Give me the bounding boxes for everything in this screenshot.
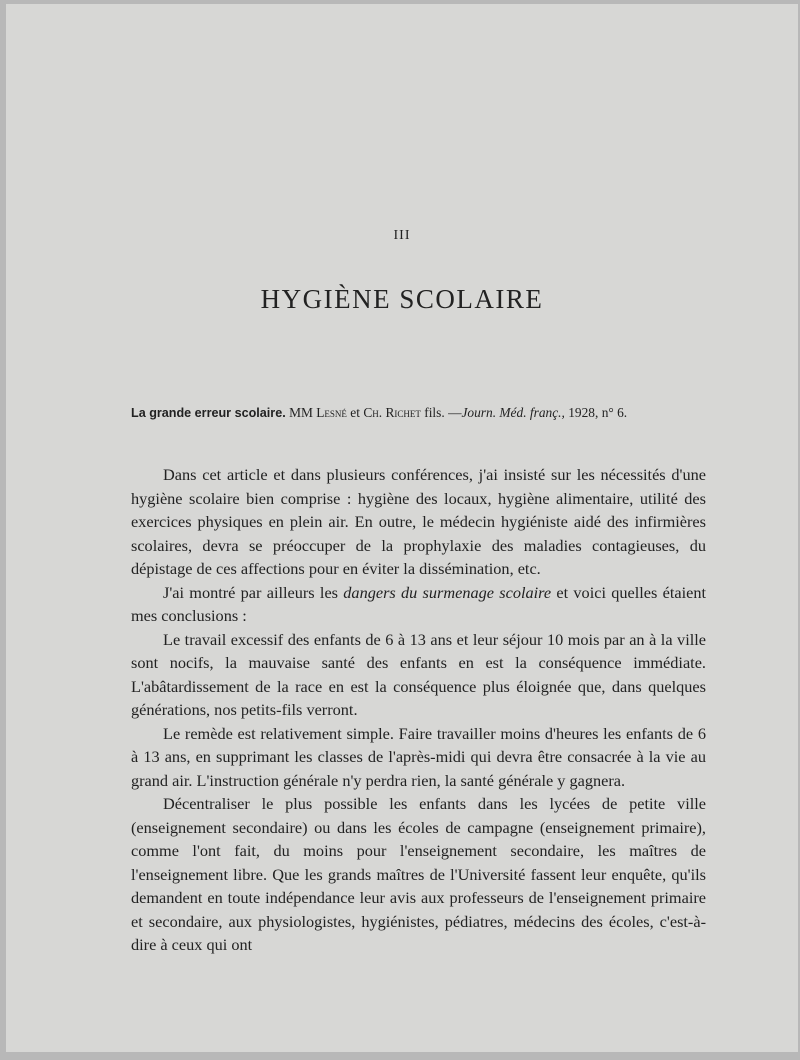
bibliographic-reference: [131, 405, 711, 421]
paragraph-3: Le travail excessif des enfants de 6 à 13 ans et leur séjour 10 mois par an à la ville sont nocifs, la mauvaise santé des enfants en est la conséquence immédiate. L'abâtardissement de la race en est la conséquence plus éloignée que, dans quelques générations, nos petits-fils verront.: [131, 629, 706, 719]
reference-year-issue: 1928, n° 6.: [568, 405, 628, 420]
book-page: [6, 4, 798, 1052]
reference-and: et: [350, 405, 360, 420]
reference-author-1: Lesné: [316, 405, 347, 420]
chapter-title: HYGIÈNE SCOLAIRE: [260, 284, 544, 314]
paragraph-4: Le remède est relativement simple. Faire travailler moins d'heures les enfants de 6 à 13 ans, en supprimant les classes de l'après-midi qui devra être consacrée à la vie au grand air. L'instruction générale n'y perdra rien, la santé générale y gagnera.: [131, 723, 706, 790]
section-number: III: [393, 228, 411, 243]
paragraph-1: Dans cet article et dans plusieurs conférences, j'ai insisté sur les nécessités d'une hygiène scolaire bien comprise : hygiène des locaux, hygiène alimentaire, utilité des exercices physiques en plein air. En outre, le médecin hygiéniste aidé des infirmières scolaires, devra se préoccuper de la prophylaxie des maladies contagieuses, du dépistage de ces affections pour en éviter la dissémination, etc.: [131, 465, 706, 578]
reference-author-2: Ch. Richet: [363, 405, 421, 420]
reference-authors-prefix: MM: [289, 405, 313, 420]
reference-journal: Journ. Méd. franç.,: [461, 405, 565, 420]
paragraph-2: [131, 581, 706, 628]
paragraph-2-emphasis: dangers du surmenage scolaire: [343, 582, 552, 602]
paragraph-5: Décentraliser le plus possible les enfants dans les lycées de petite ville (enseignement secondaire) ou dans les écoles de campagne (enseignement primaire), comme l'ont fait, du moins pour l'enseignement secondaire, les maîtres de l'enseignement libre. Que les grands maîtres de l'Université fassent leur enquête, qu'ils demandent en toute indépendance leur avis aux professeurs de l'enseignement primaire et secondaire, aux physiologistes, hygiénistes, pédiatres, médecins des écoles, c'est-à-dire à ceux qui ont: [131, 794, 706, 954]
paragraph-2-before: J'ai montré par ailleurs les: [163, 582, 344, 602]
reference-dash: —: [448, 405, 462, 420]
reference-author-2-suffix: fils.: [424, 405, 445, 420]
body-text: [131, 463, 706, 957]
paragraph-2-after: et voici quelles étaient mes conclusions :: [131, 582, 707, 625]
reference-article-title: La grande erreur scolaire.: [131, 406, 286, 420]
